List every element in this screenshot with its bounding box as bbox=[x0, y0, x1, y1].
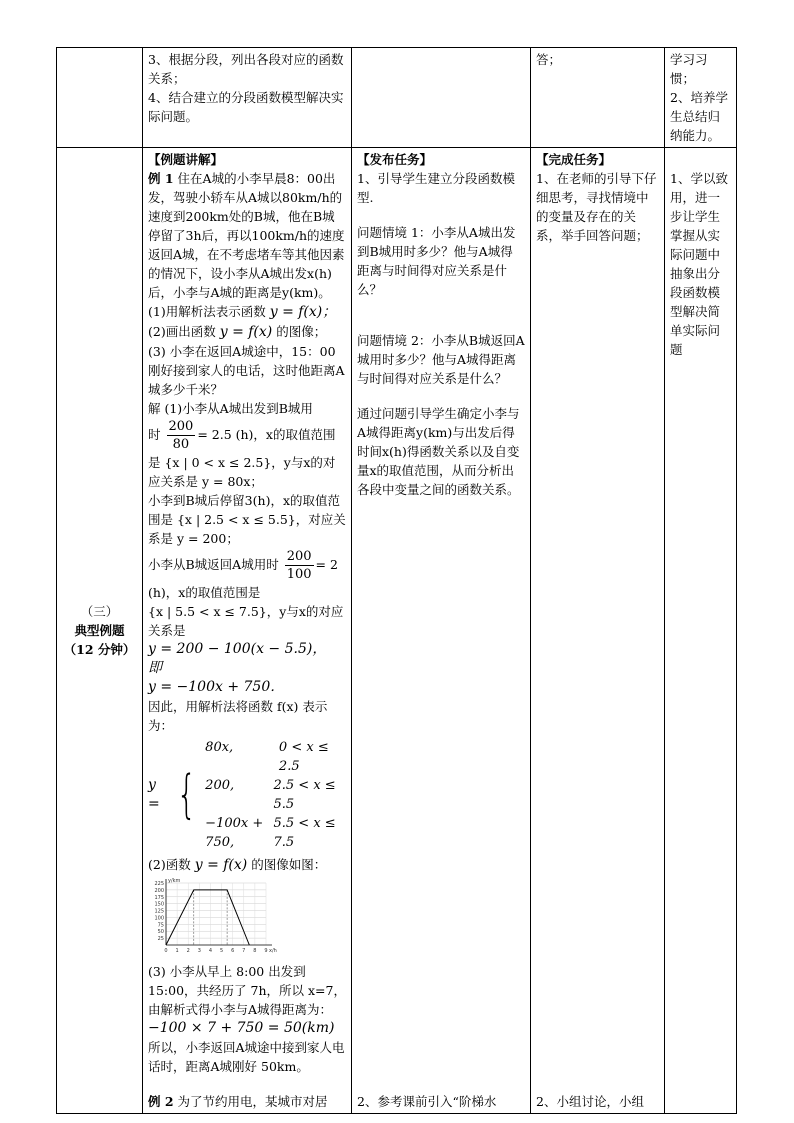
cell-student-answer bbox=[531, 48, 665, 148]
x-tick-label: 2 bbox=[186, 948, 190, 954]
teacher-task-2: 2、参考课前引入“阶梯水 bbox=[357, 1094, 497, 1109]
question-2: (2)画出函数 y = f(x) 的图像； bbox=[148, 324, 327, 340]
teacher-scenario-2: 问题情境 2：小李从B城返回A城用时多少？他与A城得距离与时间得对应关系是什么？ bbox=[357, 333, 525, 386]
teacher-scenario-1: 问题情境 1：小李从A城出发到B城用时多少？他与A城得距离与时间得对应关系是什么？ bbox=[357, 225, 516, 297]
solution-1-range: 是 {x | 0 < x ≤ 2.5}，y与x的对应关系是 y = 80x； bbox=[148, 455, 336, 489]
question-1-math: y = f(x)； bbox=[269, 304, 337, 320]
example-heading: 【例题讲解】 bbox=[148, 152, 224, 167]
goal-summary-text: 2、培养学生总结归纳能力。 bbox=[670, 90, 728, 143]
y-axis-label: y/km bbox=[168, 878, 181, 884]
step-3-text: 3、根据分段，列出各段对应的函数关系； bbox=[148, 52, 344, 86]
y-tick-label: 75 bbox=[157, 922, 164, 929]
x-tick-label: 3 bbox=[197, 948, 201, 954]
solution-1-intro: 解 (1)小李从A城出发到B城用 bbox=[148, 401, 313, 416]
x-tick-label: 0 bbox=[164, 948, 168, 954]
solution-3-fraction-line: 小李从B城返回A城用时 $\frac{200}{100}$ = 2 (h)，x的取值范围是 bbox=[148, 549, 338, 600]
fraction-200-100: $\frac{200}{100}$ bbox=[286, 549, 312, 582]
teacher-guidance: 通过问题引导学生确定小李与A城得距离y(km)与出发后得时间x(h)得函数关系以及自变量x的取值范围，从而分析出各段中变量之间的函数关系。 bbox=[357, 406, 520, 497]
cell-student-activity bbox=[531, 148, 665, 1114]
x-tick-label: 6 bbox=[231, 948, 235, 954]
solution-6-text: (3) 小李从早上 8:00 出发到 15:00，共经历了 7h，所以 x=7，由解析式得小李与A城得距离为： bbox=[148, 964, 346, 1017]
teacher-task-1: 1、引导学生建立分段函数模型. bbox=[357, 171, 515, 205]
example-1-label: 例 1 bbox=[148, 171, 174, 186]
student-task-1: 1、在老师的引导下仔细思考，寻找情境中的变量及存在的关系，举手回答问题； bbox=[536, 171, 657, 243]
cell-design-intent bbox=[665, 148, 737, 1114]
y-tick-label: 100 bbox=[154, 915, 164, 922]
cell-example-content bbox=[143, 148, 362, 1114]
goal-habit-text: 学习习惯； bbox=[670, 52, 708, 86]
lesson-plan-table bbox=[56, 47, 737, 1114]
piecewise-cases bbox=[205, 738, 346, 852]
y-tick-label: 150 bbox=[154, 901, 164, 908]
cell-teacher-activity bbox=[352, 148, 531, 1114]
piecewise-function bbox=[148, 738, 346, 852]
teacher-heading: 【发布任务】 bbox=[357, 152, 433, 167]
piecewise-case-2: 200, 2.5 < x ≤ 5.5 bbox=[205, 778, 336, 812]
table-row-top bbox=[57, 48, 737, 148]
example-1-text: 例 1 住在A城的小李早晨8：00出发，驾驶小轿车从A城以80km/h的速度到200km处的B城，他在B城停留了3h后，再以100km/h的速度返回A城，在不考虑堵车等其他因素的情况下，设小李从A城出发x(h)后，小李与A城的距离是y(km)。 bbox=[148, 171, 345, 300]
x-tick-label: 9 bbox=[264, 948, 268, 954]
left-brace: { bbox=[176, 765, 197, 825]
cell-section-title bbox=[57, 148, 143, 1114]
solution-7-text: 所以，小李返回A城途中接到家人电话时，距离A城刚好 50km。 bbox=[148, 1040, 345, 1074]
answer-text: 答； bbox=[536, 52, 562, 67]
piecewise-case-1: 80x, 0 < x ≤ 2.5 bbox=[205, 740, 329, 774]
solution-3-range: {x | 5.5 < x ≤ 7.5}，y与x的对应关系是 bbox=[148, 604, 344, 638]
x-tick-label: 1 bbox=[175, 948, 179, 954]
student-heading: 【完成任务】 bbox=[536, 152, 612, 167]
example-2-text: 例 2 为了节约用电，某城市对居 bbox=[148, 1094, 328, 1109]
y-tick-label: 50 bbox=[157, 929, 164, 936]
y-tick-label: 200 bbox=[154, 887, 164, 894]
y-tick-label: 225 bbox=[154, 881, 164, 887]
y-tick-label: 25 bbox=[157, 936, 164, 943]
question-1: (1)用解析法表示函数 y = f(x)； bbox=[148, 304, 337, 320]
x-tick-label: 7 bbox=[242, 948, 246, 954]
cell-steps bbox=[143, 48, 352, 148]
question-2-math: y = f(x) bbox=[219, 324, 273, 340]
solution-1-fraction-line: 时 $\frac{200}{80}$ = 2.5 (h)，x的取值范围 bbox=[148, 419, 336, 452]
y-tick-label: 175 bbox=[154, 894, 164, 901]
cell-goal-top bbox=[665, 48, 737, 148]
section-duration: （12 分钟） bbox=[63, 642, 136, 657]
solution-5-text: (2)函数 y = f(x) 的图像如图： bbox=[148, 857, 327, 873]
x-tick-label: 5 bbox=[219, 948, 224, 954]
section-name: 典型例题 bbox=[74, 623, 125, 638]
section-number: （三） bbox=[80, 604, 119, 619]
x-tick-label: 4 bbox=[208, 948, 213, 954]
solution-6-math: −100 × 7 + 750 = 50(km) bbox=[148, 1020, 335, 1036]
student-task-2: 2、小组讨论，小组 bbox=[536, 1094, 644, 1109]
solution-3-equation: y = 200 − 100(x − 5.5)， 即 bbox=[148, 641, 362, 676]
solution-2: 小李到B城后停留3(h)，x的取值范围是 {x | 2.5 < x ≤ 5.5}，对应关系是 y = 200； bbox=[148, 493, 346, 546]
x-axis-label: x/h bbox=[269, 948, 277, 954]
lesson-plan-page bbox=[56, 47, 736, 1114]
distance-time-graph bbox=[148, 875, 278, 957]
table-row-examples bbox=[57, 148, 737, 1114]
piecewise-y: y = bbox=[148, 777, 160, 812]
x-tick-label: 8 bbox=[253, 948, 257, 954]
cell-teacher-empty bbox=[352, 48, 531, 148]
cell-section-empty bbox=[57, 48, 143, 148]
solution-4-text: 因此，用解析法将函数 f(x) 表示为： bbox=[148, 699, 328, 733]
question-3: (3) 小李在返回A城途中，15：00刚好接到家人的电话，这时他距离A城多少千米？ bbox=[148, 344, 345, 397]
piecewise-case-3: −100x + 750, 5.5 < x ≤ 7.5 bbox=[205, 816, 336, 850]
solution-3-simplified: y = −100x + 750． bbox=[148, 679, 285, 695]
example-2-label: 例 2 bbox=[148, 1094, 174, 1109]
design-intent-text: 1、学以致用，进一步让学生掌握从实际问题中抽象出分段函数模型解决简单实际问题 bbox=[670, 171, 728, 357]
step-4-text: 4、结合建立的分段函数模型解决实际问题。 bbox=[148, 90, 344, 124]
y-tick-label: 125 bbox=[154, 908, 164, 915]
fraction-200-80: $\frac{200}{80}$ bbox=[168, 419, 194, 452]
